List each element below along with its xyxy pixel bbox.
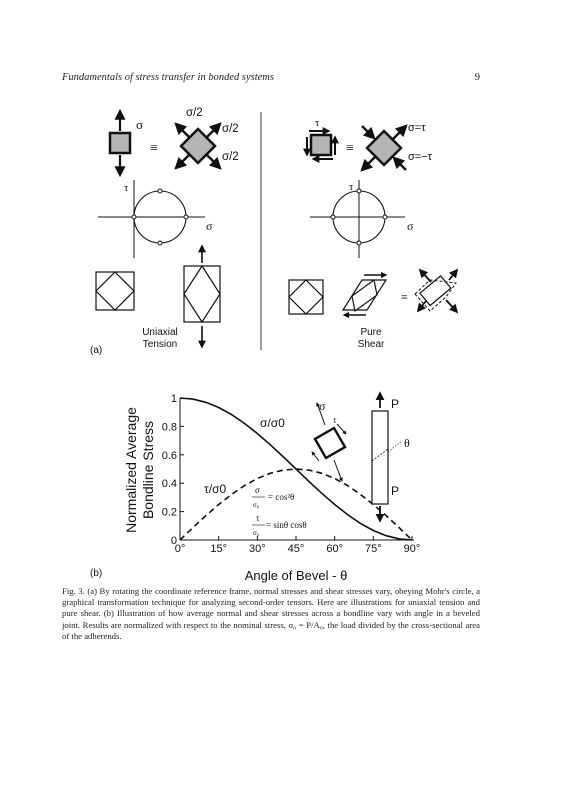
stretched-diamond (184, 266, 220, 322)
bevel-angle-label: θ (404, 436, 410, 450)
sigma-equals-minus-tau-label: σ=−τ (408, 151, 432, 163)
sheared-inner-rhombus (352, 280, 377, 311)
equation-normal-rhs: = cos²θ (268, 492, 295, 502)
equation-normal-denominator: σ₀ (253, 501, 260, 509)
uniaxial-tension-diagram (90, 107, 239, 356)
mohr-point (357, 189, 361, 193)
panel-a-label: (a) (90, 345, 103, 356)
undeformed-square (96, 272, 134, 310)
inset-tau-arrow (337, 424, 346, 434)
x-tick-label: 0° (174, 543, 186, 555)
shear-caption-line1: Pure (360, 327, 382, 338)
mohr-tau-label: τ (124, 182, 129, 194)
principal-deform-arrow-lr (446, 300, 457, 312)
shear-inscribed-diamond (289, 280, 323, 314)
bevel-stress-chart (90, 393, 420, 583)
rotated-arrow-nw (176, 124, 190, 138)
y-tick-label: 0.8 (161, 421, 177, 434)
shear-equivalence-symbol-2: ≡ (401, 290, 408, 304)
inset-rotated-element (312, 399, 346, 481)
inset-sigma-arrow-lower (334, 460, 342, 481)
x-axis-label: Angle of Bevel - θ (244, 568, 348, 583)
x-tick-label: 90° (403, 543, 421, 555)
equation-normal-numerator: σ (255, 485, 260, 495)
uniaxial-caption-line1: Uniaxial (142, 327, 178, 338)
sigma-label: σ (136, 117, 144, 132)
x-tick-label: 75° (365, 543, 382, 555)
mohr-point (158, 241, 162, 245)
stretched-rectangle (184, 266, 220, 322)
load-label-top: P (391, 397, 400, 411)
x-tick-label: 60° (326, 543, 343, 555)
mohr-point (383, 215, 387, 219)
inset-element-square (315, 428, 345, 458)
stress-element-square (110, 133, 130, 153)
y-axis-label-line2: Bondline Stress (140, 420, 156, 520)
inset-sigma-label: σ (319, 399, 326, 413)
y-tick-label: 0.4 (161, 478, 177, 491)
mohr-point (357, 241, 361, 245)
equation-shear-denominator: σ₀ (253, 529, 260, 537)
y-axis-label-line1: Normalized Average (123, 407, 139, 533)
adherend-bar (372, 411, 388, 504)
principal-arrow-sw (362, 156, 376, 170)
principal-deform-arrow-ul (420, 270, 431, 282)
x-tick-label: 15° (210, 543, 227, 555)
mohr-sigma-label: σ (206, 219, 213, 233)
series-label-shear: τ/σ0 (204, 482, 227, 496)
shear-equivalence-symbol: ≡ (346, 141, 354, 156)
principal-arrow-nw-in (362, 126, 374, 138)
shear-tau-label: τ (315, 117, 320, 129)
shear-undeformed-square (289, 280, 323, 314)
mohr-point (331, 215, 335, 219)
mohr-point (184, 215, 188, 219)
angle-indicator (388, 441, 402, 452)
mohr-point (132, 215, 136, 219)
y-tick-label: 0.6 (161, 449, 177, 462)
rotated-arrow-ne (206, 124, 220, 138)
inset-beveled-joint (372, 393, 410, 521)
sheared-parallelogram (343, 280, 386, 310)
x-tick-label: 30° (249, 543, 266, 555)
panel-b-label: (b) (90, 568, 103, 579)
figure-caption: Fig. 3. (a) By rotating the coordinate reference frame, normal stresses and shear stresses vary, obeying Mohr's circle, a graphical transformation technique for analyzing second-order tensors. Here are illustrations for uniaxial tension and pure shear. (b) Illustration of how average normal and shear stresses across a bondline vary with angle in a beveled joint. Results are normalized with respect to the nominal stress, σ₀ = P/A₀, the load divided by the cross-sectional area of the adherends. (62, 586, 480, 641)
half-sigma-label-top: σ/2 (186, 107, 203, 119)
rotated-arrow-sw (176, 154, 190, 168)
inset-tau-label: τ (333, 415, 337, 425)
sigma-equals-tau-label: σ=τ (408, 122, 426, 134)
shear-mohr-sigma-label: σ (407, 219, 414, 233)
equation-shear-numerator: τ (256, 513, 260, 523)
half-sigma-label-right: σ/2 (222, 123, 239, 135)
series-label-normal: σ/σ0 (260, 416, 285, 430)
half-sigma-label-lower: σ/2 (222, 151, 239, 163)
uniaxial-caption-line2: Tension (142, 339, 178, 350)
principal-arrow-se-in (394, 158, 406, 170)
running-head: Fundamentals of stress transfer in bonded systems (62, 72, 274, 83)
pure-shear-diagram (289, 117, 457, 350)
shear-caption-line2: Shear (357, 339, 385, 350)
y-tick-group (162, 393, 184, 547)
y-tick-label: 1 (170, 393, 177, 405)
inscribed-diamond (96, 272, 134, 310)
y-tick-label: 0 (170, 535, 177, 547)
load-label-bottom: P (391, 484, 400, 498)
equation-shear-rhs: = sinθ cosθ (266, 520, 307, 530)
principal-deform-arrow-ur (449, 270, 457, 280)
x-tick-label: 45° (287, 543, 305, 555)
y-tick-label: 0.2 (161, 506, 177, 519)
x-tick-group (175, 536, 421, 555)
shear-element-square (311, 135, 331, 155)
equivalence-symbol: ≡ (150, 141, 158, 156)
inset-tau-arrow-lower (312, 452, 319, 461)
rotated-arrow-se (206, 154, 220, 168)
mohr-point (158, 189, 162, 193)
shear-mohr-tau-label: τ (349, 181, 354, 193)
principal-arrow-ne (392, 126, 406, 140)
page-number: 9 (474, 72, 480, 83)
